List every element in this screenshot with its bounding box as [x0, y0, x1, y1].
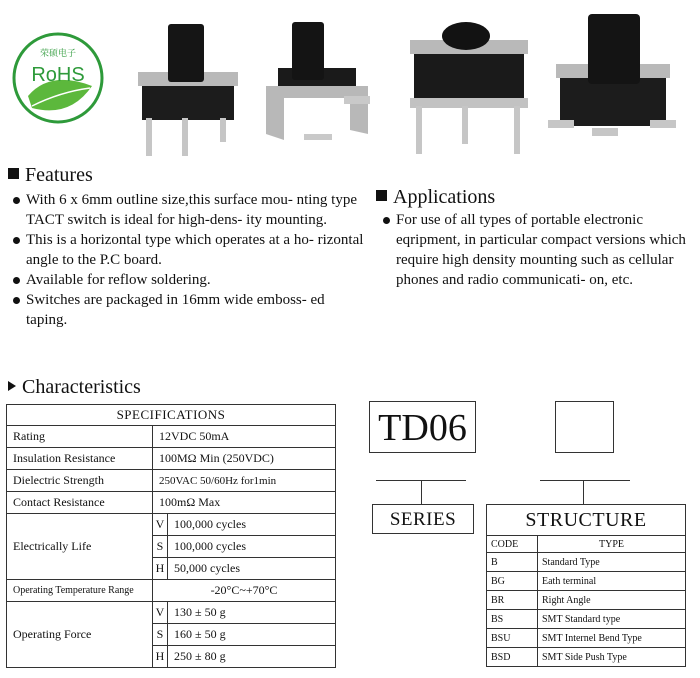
product-photo-vertical: [128, 10, 240, 160]
applications-heading: [376, 186, 495, 209]
spec-value: 250VAC 50/60Hz for1min: [153, 470, 336, 492]
spec-value: 160 ± 50 g: [168, 624, 336, 646]
table-row: [7, 448, 336, 470]
logo-rohs-text: RoHS: [31, 64, 85, 86]
spec-subkey: S: [153, 536, 168, 558]
spec-value: 50,000 cycles: [168, 558, 336, 580]
type-name: Right Angle: [538, 591, 686, 610]
applications-list: [380, 210, 695, 290]
type-name: SMT Side Push Type: [538, 648, 686, 667]
feature-item: Available for reflow soldering.: [10, 270, 365, 290]
rohs-logo: [10, 30, 106, 126]
table-row: [487, 591, 686, 610]
feature-item: This is a horizontal type which operates at a ho- rizontal angle to the P.C board.: [10, 230, 365, 270]
spec-subkey: H: [153, 646, 168, 668]
type-code: BSU: [487, 629, 538, 648]
feature-item: With 6 x 6mm outline size,this surface mou- nting type TACT switch is ideal for high-dens- ity mounting.: [10, 190, 365, 230]
structure-title: STRUCTURE: [487, 505, 686, 536]
square-bullet-icon: [8, 168, 19, 179]
connector-line: [540, 480, 630, 481]
spec-label: Contact Resistance: [7, 492, 153, 514]
connector-line: [583, 480, 584, 504]
table-row: [487, 629, 686, 648]
spec-label: Operating Force: [7, 602, 153, 668]
spec-value: -20°C~+70°C: [153, 580, 336, 602]
spec-subkey: S: [153, 624, 168, 646]
spec-value: 100mΩ Max: [153, 492, 336, 514]
spec-label: Electrically Life: [7, 514, 153, 580]
spec-subkey: V: [153, 602, 168, 624]
product-photo-smt: [546, 10, 678, 160]
features-heading-text: Features: [25, 164, 93, 186]
spec-value: 100,000 cycles: [168, 536, 336, 558]
connector-line: [421, 480, 422, 504]
type-name: SMT Internel Bend Type: [538, 629, 686, 648]
features-list: [10, 190, 365, 330]
spec-value: 12VDC 50mA: [153, 426, 336, 448]
structure-code-box: [555, 401, 614, 453]
table-row: [7, 580, 336, 602]
type-code: BG: [487, 572, 538, 591]
spec-value: 100,000 cycles: [168, 514, 336, 536]
product-photo-right-angle: [258, 10, 380, 160]
table-row: [7, 514, 336, 536]
table-row: [7, 492, 336, 514]
product-photo-earth-terminal: [402, 10, 536, 160]
spec-label: Rating: [7, 426, 153, 448]
table-row: [7, 470, 336, 492]
table-row: [7, 602, 336, 624]
specifications-title: SPECIFICATIONS: [7, 405, 336, 426]
logo-company-text: 荣硕电子: [39, 49, 76, 59]
type-code: B: [487, 553, 538, 572]
spec-label: Insulation Resistance: [7, 448, 153, 470]
column-header-type: TYPE: [538, 536, 686, 553]
table-row: [7, 426, 336, 448]
spec-label: Dielectric Strength: [7, 470, 153, 492]
type-name: Eath terminal: [538, 572, 686, 591]
specifications-table: [6, 404, 336, 668]
type-code: BR: [487, 591, 538, 610]
spec-value: 130 ± 50 g: [168, 602, 336, 624]
type-name: SMT Standard type: [538, 610, 686, 629]
feature-item: Switches are packaged in 16mm wide emboss- ed taping.: [10, 290, 365, 330]
square-bullet-icon: [376, 190, 387, 201]
table-row: [487, 648, 686, 667]
table-row: [487, 610, 686, 629]
spec-subkey: V: [153, 514, 168, 536]
characteristics-heading-text: Characteristics: [22, 376, 141, 398]
application-item: For use of all types of portable electronic eqripment, in particular compact versions which require high density mounting such as cellular phones and radio communicati- on, etc.: [380, 210, 695, 290]
spec-subkey: H: [153, 558, 168, 580]
table-header-row: [487, 536, 686, 553]
table-row: [487, 553, 686, 572]
characteristics-heading: [8, 376, 141, 399]
applications-heading-text: Applications: [393, 186, 496, 208]
spec-value: 100MΩ Min (250VDC): [153, 448, 336, 470]
features-heading: [8, 164, 93, 187]
type-code: BSD: [487, 648, 538, 667]
spec-label: Operating Temperature Range: [7, 580, 153, 602]
series-label: SERIES: [372, 504, 474, 534]
table-row: [487, 572, 686, 591]
model-code-box: TD06: [369, 401, 476, 453]
spec-value: 250 ± 80 g: [168, 646, 336, 668]
structure-table: [486, 504, 686, 667]
triangle-bullet-icon: [8, 381, 16, 391]
type-code: BS: [487, 610, 538, 629]
column-header-code: CODE: [487, 536, 538, 553]
type-name: Standard Type: [538, 553, 686, 572]
